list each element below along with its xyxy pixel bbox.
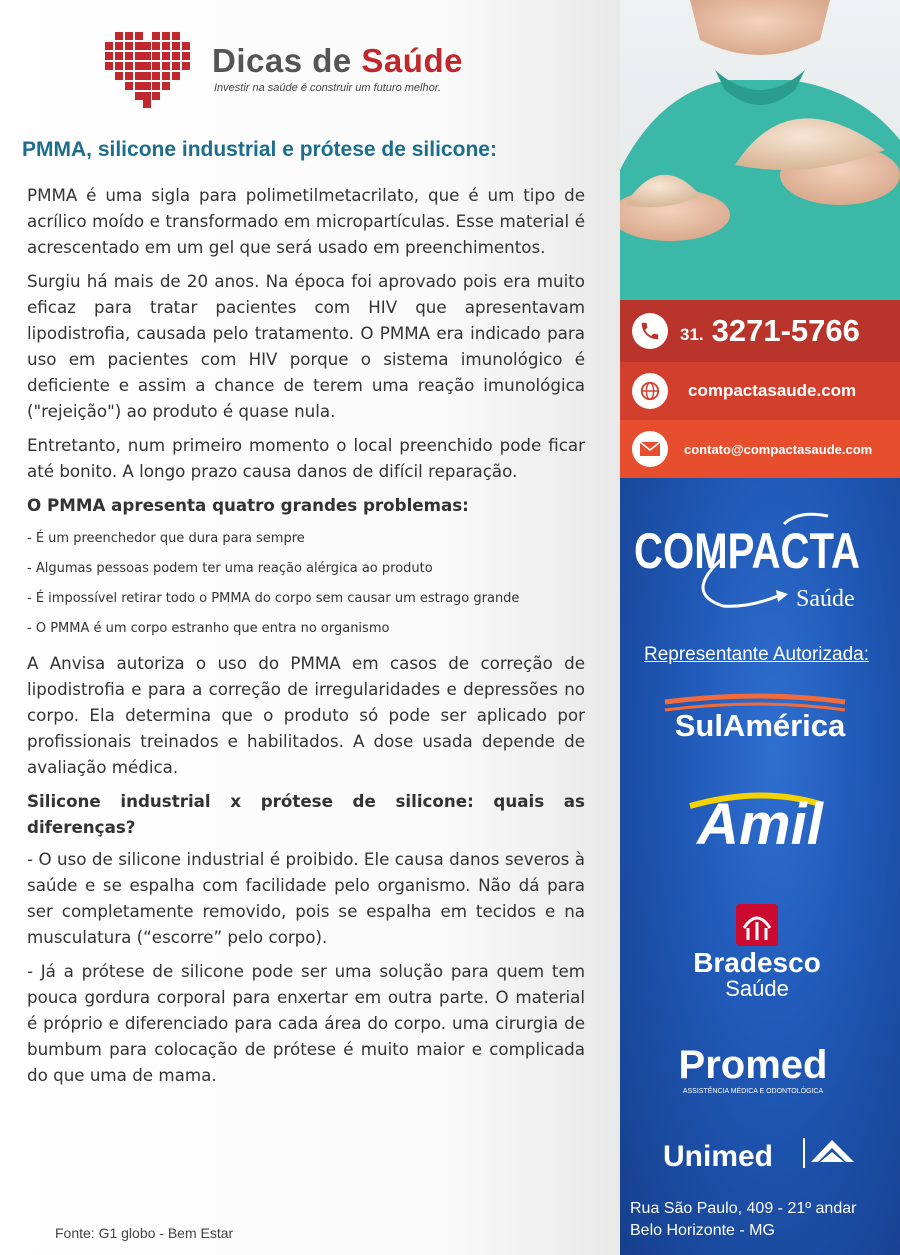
problems-list (27, 524, 585, 644)
phone-bar[interactable] (620, 300, 900, 362)
envelope-icon (632, 431, 668, 467)
bradesco-name: Bradesco (693, 947, 821, 978)
email-bar[interactable] (620, 420, 900, 478)
paragraph-pmma-definition: PMMA é uma sigla para polimetilmetacrilato, que é um tipo de acrílico moído e transformado em micropartículas. Esse material é acrescentado em um gel que será usado em preenchimentos. (27, 185, 585, 257)
address-line-2: Belo Horizonte - MG (630, 1222, 775, 1239)
email-link[interactable]: contato@compactasaude.com (684, 441, 873, 457)
sulamerica-name: SulAmérica (674, 708, 846, 743)
promed-name: Promed (678, 1043, 828, 1087)
hero-photo (620, 0, 900, 300)
amil-logo (620, 778, 900, 858)
list-item: - É impossível retirar todo o PMMA do corpo sem causar um estrago grande (27, 591, 520, 606)
brand-title (212, 42, 463, 80)
sidebar (620, 0, 900, 1255)
compacta-name: COMPACTA (634, 523, 860, 579)
compacta-sub: Saúde (796, 586, 855, 612)
brand-title-main: Dicas de (212, 42, 362, 79)
paragraph-silicone-prosthesis: - Já a prótese de silicone pode ser uma solução para quem tem pouca gordura corporal para enxertar em outra parte. O material é próprio e diferenciado para cada área do corpo. uma cirurgia de bumbum para colocação de prótese é muito maior e complicada do que uma de mama. (27, 961, 585, 1085)
list-item: - É um preenchedor que dura para sempre (27, 531, 305, 546)
brand-title-accent: Saúde (361, 42, 463, 79)
bradesco-saude-logo (620, 898, 900, 1008)
brand-header (102, 32, 482, 110)
globe-icon (632, 373, 668, 409)
article-body (27, 182, 585, 1096)
unimed-name: Unimed (663, 1140, 774, 1173)
list-item: - O PMMA é um corpo estranho que entra no organismo (27, 621, 390, 636)
heading-silicone-differences: Silicone industrial x prótese de silicone: quais as diferenças? (27, 791, 585, 837)
bradesco-sub: Saúde (725, 976, 789, 1001)
paragraph-industrial-silicone: - O uso de silicone industrial é proibido. Ele causa danos severos à saúde e se espalha com facilidade pelo organismo. Não dá para ser completamente removido, pois se espalha em tecidos e na musculatura (“escorre” pelo corpo). (27, 849, 585, 947)
phone-area-code: 31. (680, 325, 704, 344)
partners-panel (620, 478, 900, 1255)
heading-pmma-problems: O PMMA apresenta quatro grandes problemas: (27, 495, 469, 515)
website-link[interactable]: compactasaude.com (688, 381, 857, 400)
paragraph-pmma-history: Surgiu há mais de 20 anos. Na época foi aprovado pois era muito eficaz para tratar pacientes com HIV que apresentavam lipodistrofia, causada pelo tratamento. O PMMA era indicado para uso em pacientes com HIV porque o sistema imunológico é deficiente e assim a chance de terem uma reação imunológica ("rejeição") ao produto é quase nula. (27, 271, 585, 421)
website-bar[interactable] (620, 362, 900, 420)
compacta-saude-logo (628, 498, 890, 613)
phone-number[interactable]: 3271-5766 (711, 313, 860, 348)
paragraph-pmma-risk: Entretanto, num primeiro momento o local preenchido pode ficar até bonito. A longo prazo causa danos de difícil reparação. (27, 435, 585, 481)
authorized-representative-label: Representante Autorizada: (644, 644, 869, 665)
unimed-logo (620, 1128, 900, 1178)
source-credit: Fonte: G1 globo - Bem Estar (55, 1225, 234, 1241)
promed-logo (620, 1038, 900, 1098)
sulamerica-logo (620, 688, 900, 748)
promed-sub: ASSISTÊNCIA MÉDICA E ODONTOLÓGICA (682, 1088, 824, 1095)
amil-name: Amil (697, 792, 823, 857)
phone-icon (632, 313, 668, 349)
paragraph-anvisa: A Anvisa autoriza o uso do PMMA em casos de correção de lipodistrofia e para a correção de irregularidades e depressões no corpo. Ela determina que o produto só pode ser aplicado por profissionais treinados e habilitados. A dose usada depende de avaliação médica. (27, 653, 585, 777)
address-line-1: Rua São Paulo, 409 - 21º andar (630, 1200, 857, 1217)
article-title: PMMA, silicone industrial e prótese de silicone: (22, 138, 497, 161)
list-item: - Algumas pessoas podem ter uma reação alérgica ao produto (27, 561, 433, 576)
brand-tagline: Investir na saúde é construir um futuro melhor. (214, 82, 442, 94)
woman-holding-implants-image (620, 0, 900, 300)
pixel-heart-logo (102, 32, 192, 108)
